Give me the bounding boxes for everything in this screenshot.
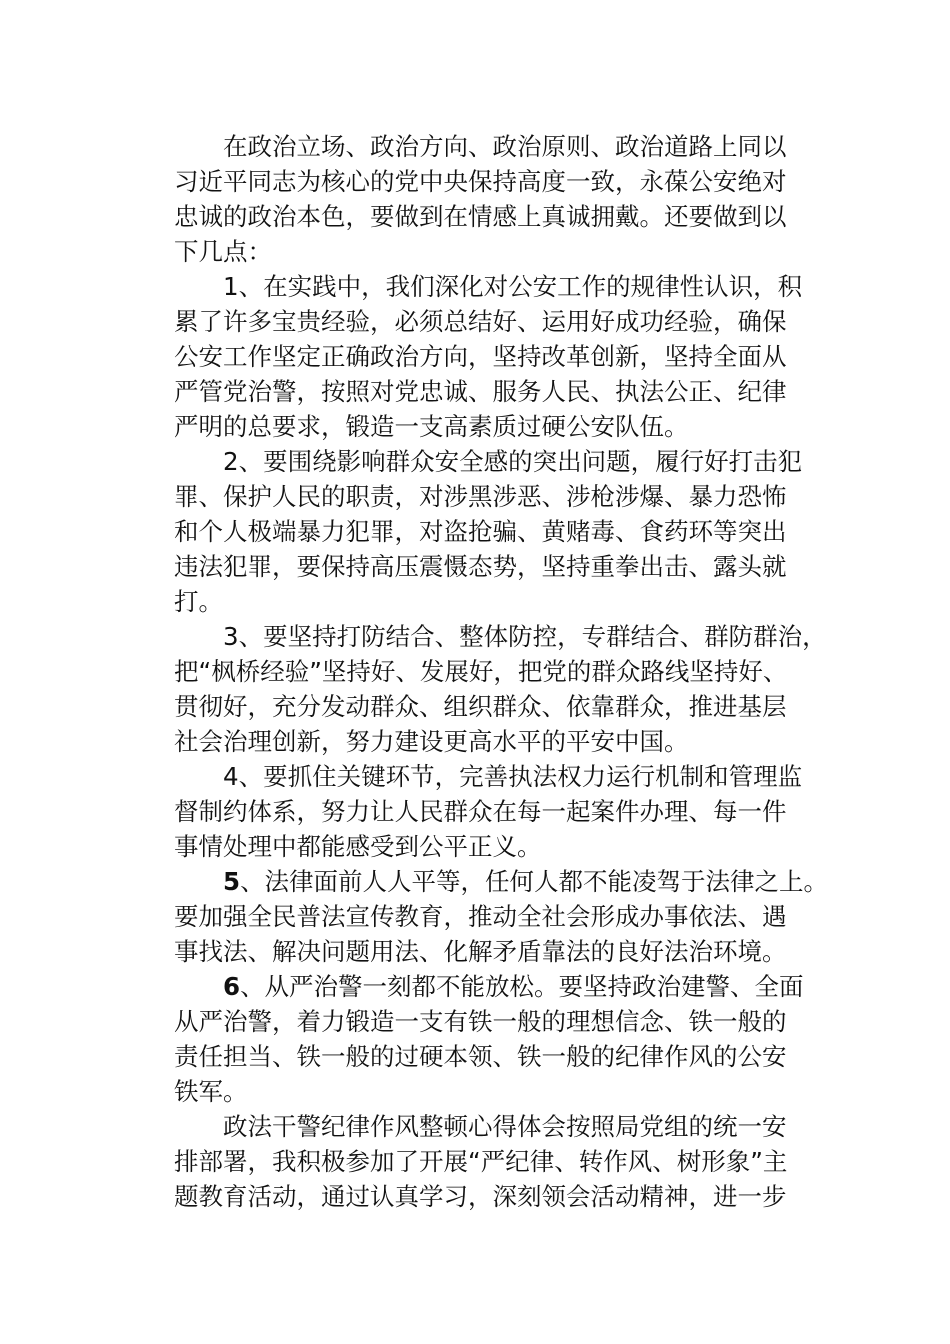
point-2-line-4: 违法犯罪，要保持高压震慑态势，坚持重拳出击、露头就: [174, 552, 787, 581]
point-1-line-3: 公安工作坚定正确政治方向，坚持改革创新，坚持全面从: [174, 342, 787, 371]
intro-line-3: 忠诚的政治本色，要做到在情感上真诚拥戴。还要做到以: [174, 202, 787, 231]
point-4-number: 4: [223, 762, 239, 791]
point-2-line-2: 罪、保护人民的职责，对涉黑涉恶、涉枪涉爆、暴力恐怖: [174, 482, 787, 511]
point-4-line-3: 事情处理中都能感受到公平正义。: [174, 832, 542, 861]
point-3-number: 3: [223, 622, 239, 651]
point-3-line-3: 贯彻好，充分发动群众、组织群众、依靠群众，推进基层: [174, 692, 787, 721]
point-6-number: 6: [223, 972, 241, 1001]
point-3-line-4: 社会治理创新，努力建设更高水平的平安中国。: [174, 727, 689, 756]
point-1-line-2: 累了许多宝贵经验，必须总结好、运用好成功经验，确保: [174, 307, 787, 336]
point-1-line-1: 1、在实践中，我们深化对公安工作的规律性认识，积: [223, 272, 803, 301]
intro-line-4: 下几点：: [174, 237, 272, 266]
point-6-line-2: 从严治警，着力锻造一支有铁一般的理想信念、铁一般的: [174, 1007, 787, 1036]
point-2-number: 2: [223, 447, 239, 476]
point-6-line-1: 6、从严治警一刻都不能放松。要坚持政治建警、全面: [223, 972, 804, 1001]
point-3-line-2: 把“枫桥经验”坚持好、发展好，把党的群众路线坚持好、: [174, 657, 788, 686]
intro-line-1: 在政治立场、政治方向、政治原则、政治道路上同以: [223, 132, 787, 161]
point-6-line-3: 责任担当、铁一般的过硬本领、铁一般的纪律作风的公安: [174, 1042, 787, 1071]
point-1-line-5: 严明的总要求，锻造一支高素质过硬公安队伍。: [174, 412, 689, 441]
closing-line-1: 政法干警纪律作风整顿心得体会按照局党组的统一安: [223, 1112, 787, 1141]
point-1-number: 1: [223, 272, 239, 301]
point-2-line-1: 2、要围绕影响群众安全感的突出问题，履行好打击犯: [223, 447, 803, 476]
point-4-line-1: 4、要抓住关键环节，完善执法权力运行机制和管理监: [223, 762, 803, 791]
point-6-line-4: 铁军。: [174, 1077, 248, 1106]
point-4-line-2: 督制约体系，努力让人民群众在每一起案件办理、每一件: [174, 797, 787, 826]
point-2-line-3: 和个人极端暴力犯罪，对盗抢骗、黄赌毒、食药环等突出: [174, 517, 787, 546]
point-5-line-2: 要加强全民普法宣传教育，推动全社会形成办事依法、遇: [174, 902, 787, 931]
point-5-line-3: 事找法、解决问题用法、化解矛盾靠法的良好法治环境。: [174, 937, 787, 966]
point-5-line-1: 5、法律面前人人平等，任何人都不能凌驾于法律之上。: [223, 867, 829, 896]
intro-line-2: 习近平同志为核心的党中央保持高度一致，永葆公安绝对: [174, 167, 787, 196]
point-3-line-1: 3、要坚持打防结合、整体防控，专群结合、群防群治，: [223, 622, 827, 651]
closing-line-2: 排部署，我积极参加了开展“严纪律、转作风、树形象”主: [174, 1147, 788, 1176]
closing-line-3: 题教育活动，通过认真学习，深刻领会活动精神，进一步: [174, 1182, 787, 1211]
point-5-number: 5: [223, 867, 241, 896]
point-1-line-4: 严管党治警，按照对党忠诚、服务人民、执法公正、纪律: [174, 377, 787, 406]
point-2-line-5: 打。: [174, 587, 223, 616]
